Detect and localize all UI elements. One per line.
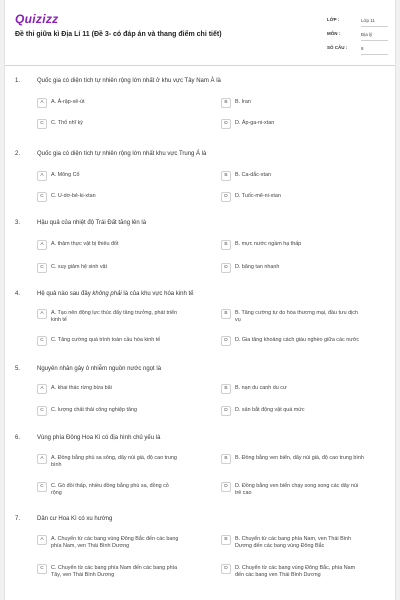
option-text: B. Tăng cường tự do hóa thương mại, đầu tưu dịch vụ [235,310,358,324]
option-text: A. Mông Cổ [51,172,80,178]
meta-count-value: 8 [361,45,388,55]
question-number: 6. [15,435,21,441]
question-text: Quốc gia có diện tích tự nhiên rộng lớn nhất ở khu vực Tây Nam Á là [37,78,221,84]
option-letter: D [221,564,231,574]
option-text: A. Tạo nên động lực thúc đẩy tăng trưởng, phát triển kinh tế [51,310,178,324]
meta-count-row [327,43,387,57]
option-text: C. Thổ nhĩ kỳ [51,120,83,126]
option-text: B. Iran [235,99,251,105]
worksheet-meta [327,15,387,57]
option-letter: D [221,263,231,273]
option-letter: B [221,240,231,250]
option-text: D. Chuyển từ các bang vùng Đông Bắc, phía Nam đến các bang ven Thái Bình Dương [235,565,356,579]
meta-subject-label: MÔN : [327,31,341,36]
option-letter: A [37,454,47,464]
option-letter: D [221,406,231,416]
option-text: A. thảm thực vật bị thiêu đốt [51,241,119,247]
option-text: C. U-dơ-bê-ki-xtan [51,193,96,199]
option-letter: B [221,384,231,394]
option-text: D. Gia tăng khoảng cách giàu nghèo giữa các nước [235,337,360,343]
question-number: 2. [15,151,21,157]
option-text: B. Chuyển từ các bang phía Nam, ven Thái Bình Dương đến các bang vùng Đông Bắc [235,536,352,550]
option-letter: C [37,564,47,574]
option-text: D. băng tan nhanh [235,264,280,270]
option-letter: B [221,171,231,181]
option-text: B. Đồng bằng ven biển, dãy núi già, độ cao trung bình [235,455,364,461]
option-letter: C [37,192,47,202]
meta-count-label: SỐ CÂU : [327,45,348,50]
question-text: Quốc gia có diện tích tự nhiên rộng lớn nhất khu vực Trung Á là [37,151,207,157]
question-text [37,291,377,297]
question-text: Dân cư Hoa Kì có xu hướng [37,516,113,522]
option-letter: A [37,384,47,394]
meta-subject-row [327,29,387,43]
option-letter: A [37,240,47,250]
option-text: A. Ả-rập-xê-út [51,99,85,105]
option-text: D. Tuốc-mê-ni-xtan [235,193,281,199]
option-text: B. mực nước ngầm hạ thấp [235,241,302,247]
option-letter: D [221,192,231,202]
option-letter: C [37,482,47,492]
option-letter: B [221,309,231,319]
option-letter: A [37,98,47,108]
option-text: C. Gò đồi thấp, nhiều đồng bằng phù sa, đồng cỏ rộng [51,483,169,497]
question-number: 4. [15,291,21,297]
option-text: B. nạn du canh du cư [235,385,287,391]
meta-class-value: Lớp 11 [361,17,388,27]
question-text-before: Hệ quả nào sau đây [37,291,93,297]
option-letter: A [37,535,47,545]
question-text: Vùng phía Đông Hoa Kì có địa hình chủ yếu là [37,435,161,441]
option-text: A. khai thác rừng bừa bãi [51,385,112,391]
option-letter: D [221,119,231,129]
meta-class-row [327,15,387,29]
question-number: 5. [15,366,21,372]
option-letter: C [37,406,47,416]
option-text: B. Ca-dắc-xtan [235,172,271,178]
option-letter: D [221,482,231,492]
question-number: 3. [15,220,21,226]
option-letter: B [221,454,231,464]
worksheet-page [4,0,396,600]
option-text: D. Áp-ga-ni-xtan [235,120,275,126]
option-letter: C [37,336,47,346]
question-number: 7. [15,516,21,522]
question-text: Nguyên nhân gây ô nhiễm nguồn nước ngọt là [37,366,162,372]
meta-subject-value: Địa lý [361,31,388,41]
option-letter: D [221,336,231,346]
option-text: C. lượng chất thải công nghiệp tăng [51,407,137,413]
option-text: C. Chuyển từ các bang phía Nam đến các bang phía Tây, ven Thái Bình Dương [51,565,178,579]
question-text-emphasis: không phải [92,291,122,297]
option-text: A. Đồng bằng phù sa sông, dãy núi già, độ cao trung bình [51,455,177,469]
question-text-after: là của khu vực hóa kinh tế [121,291,194,297]
option-letter: A [37,171,47,181]
option-text: C. suy giảm hệ sinh vật [51,264,108,270]
question-number: 1. [15,78,21,84]
worksheet-header [5,0,395,66]
option-letter: B [221,98,231,108]
option-letter: A [37,309,47,319]
quizizz-logo: Quizizz [15,12,59,26]
option-letter: C [37,119,47,129]
worksheet-title: Đề thi giữa kì Địa Lí 11 (Đề 3- có đáp án và thang điểm chi tiết) [15,31,222,38]
option-text: D. sản bắt động vật quá mức [235,407,305,413]
option-text: C. Tăng cường quá trình toàn cầu hóa kinh tế [51,337,161,343]
option-letter: C [37,263,47,273]
option-letter: B [221,535,231,545]
question-text: Hậu quả của nhiệt độ Trái Đất tăng lên là [37,220,147,226]
option-text: D. Đồng bằng ven biển chạy song song các dãy núi trẻ cao [235,483,359,497]
meta-class-label: LỚP : [327,17,340,22]
option-text: A. Chuyển từ các bang vùng Đông Bắc đến các bang phía Nam, ven Thái Bình Dương [51,536,179,550]
